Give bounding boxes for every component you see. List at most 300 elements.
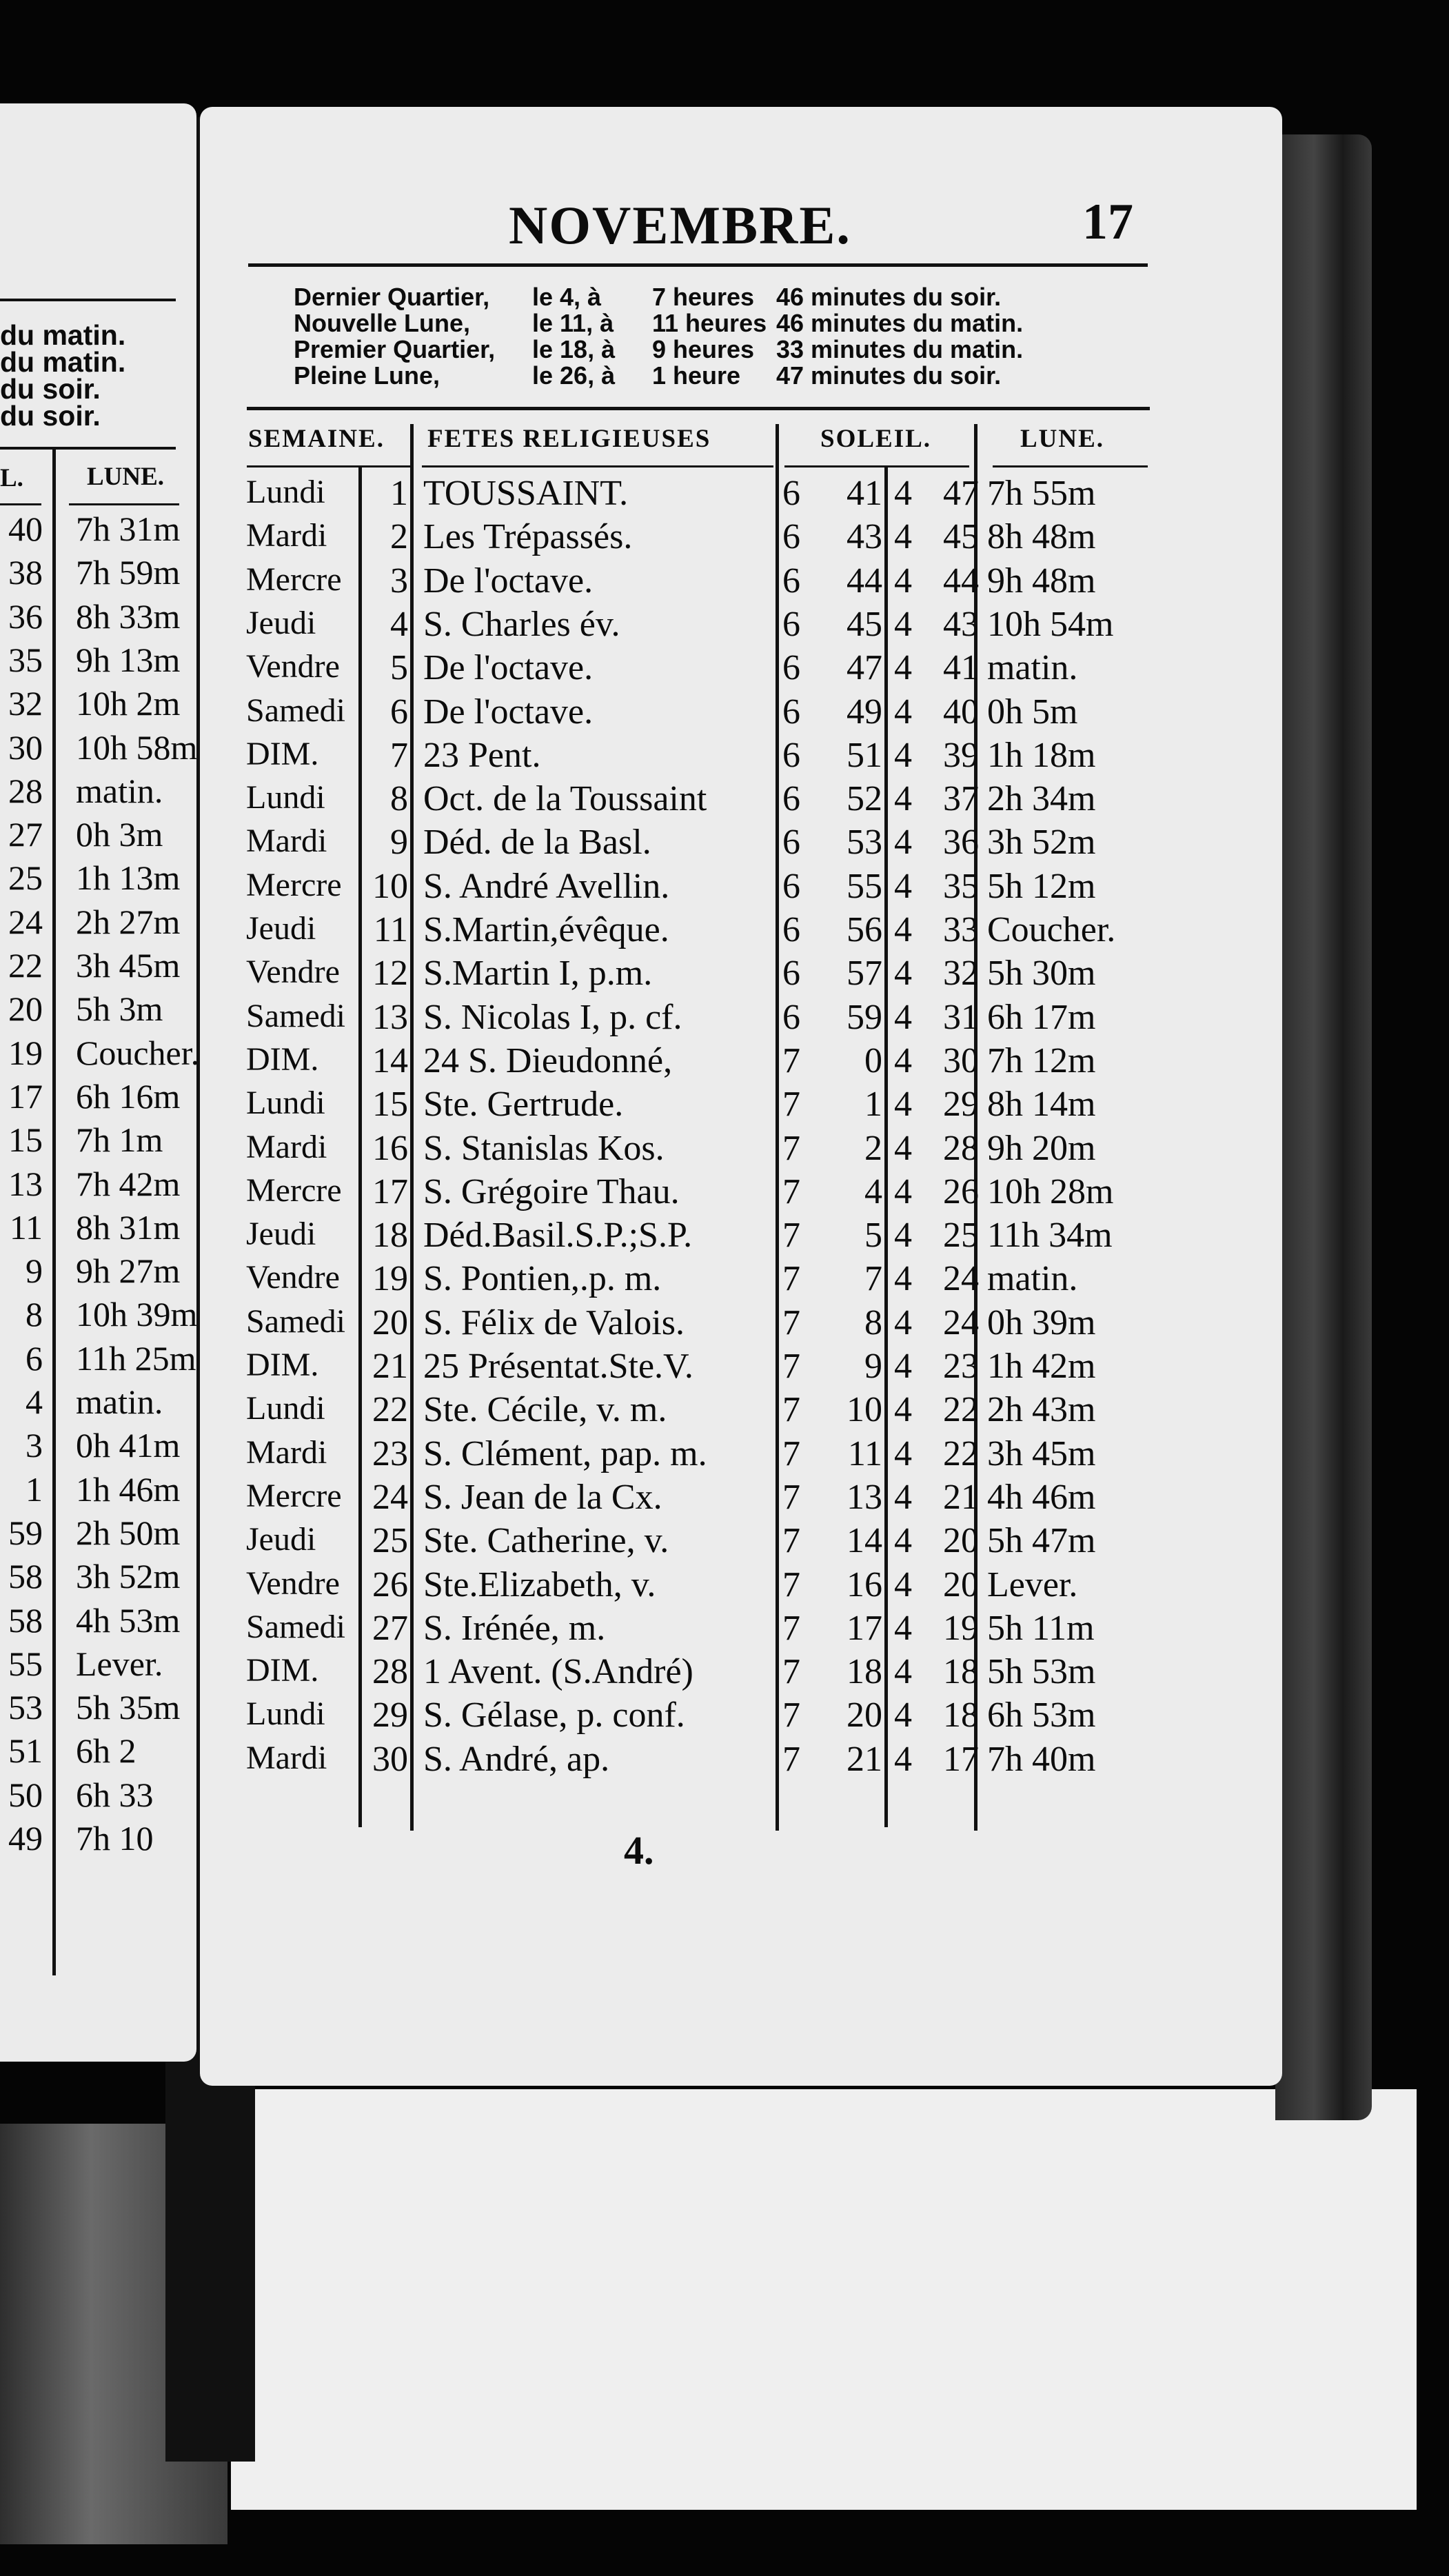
sunrise-hour: 7 xyxy=(782,1172,800,1211)
feast-name: De l'octave. xyxy=(423,561,594,601)
left-minute: 51 xyxy=(8,1731,43,1770)
table-row xyxy=(0,909,1172,953)
sunrise-hour: 7 xyxy=(782,1216,800,1255)
left-moon-time: 8h 31m xyxy=(76,1208,181,1247)
table-row xyxy=(0,516,1172,560)
sunset-minute: 19 xyxy=(943,1609,979,1648)
feast-name: S. Stanislas Kos. xyxy=(423,1129,665,1168)
left-moon-time: 6h 16m xyxy=(76,1077,181,1116)
moon-phase-name: Nouvelle Lune, xyxy=(294,309,471,337)
sunrise-hour: 7 xyxy=(782,1521,800,1560)
weekday: DIM. xyxy=(246,1347,319,1383)
sunset-hour: 4 xyxy=(894,605,912,644)
sunrise-hour: 7 xyxy=(782,1303,800,1342)
weekday: Mercre xyxy=(246,561,342,598)
sunrise-minute: 7 xyxy=(864,1259,882,1298)
table-row xyxy=(0,1128,1172,1171)
moon-time: 1h 42m xyxy=(987,1347,1096,1386)
moon-time: 5h 30m xyxy=(987,954,1096,993)
left-moon-time: 9h 27m xyxy=(76,1251,181,1290)
sunset-minute: 18 xyxy=(943,1652,979,1691)
sunrise-hour: 7 xyxy=(782,1390,800,1429)
table-row xyxy=(0,604,1172,647)
date-number: 19 xyxy=(372,1259,408,1298)
feast-name: S. Charles év. xyxy=(423,605,620,644)
sunrise-minute: 45 xyxy=(847,605,882,644)
feast-name: De l'octave. xyxy=(423,648,594,687)
date-number: 4 xyxy=(390,605,408,644)
date-number: 23 xyxy=(372,1434,408,1473)
weekday: Lundi xyxy=(246,474,325,510)
sunset-hour: 4 xyxy=(894,1652,912,1691)
moon-phase-name: Pleine Lune, xyxy=(294,361,440,390)
sunset-minute: 22 xyxy=(943,1390,979,1429)
weekday: Lundi xyxy=(246,1695,325,1732)
feast-name: Ste. Gertrude. xyxy=(423,1085,624,1124)
left-minute: 58 xyxy=(8,1601,43,1640)
moon-phase-date: le 18, à xyxy=(532,335,616,363)
feast-name: Oct. de la Toussaint xyxy=(423,779,707,818)
date-number: 27 xyxy=(372,1609,408,1648)
weekday: Jeudi xyxy=(246,910,316,947)
left-minute: 40 xyxy=(8,510,43,548)
moon-time: 4h 46m xyxy=(987,1478,1096,1517)
left-moon-time: 4h 53m xyxy=(76,1601,181,1640)
moon-time: Lever. xyxy=(987,1565,1078,1604)
date-number: 13 xyxy=(372,998,408,1037)
left-moon-time: 7h 10 xyxy=(76,1819,154,1858)
left-moon-time: 7h 1m xyxy=(76,1120,163,1159)
left-minute: 27 xyxy=(8,815,43,854)
moon-phase-time: 9 heures xyxy=(652,335,755,363)
left-minute: 15 xyxy=(8,1120,43,1159)
table-row xyxy=(0,997,1172,1040)
left-minute: 36 xyxy=(8,597,43,636)
sunset-hour: 4 xyxy=(894,517,912,556)
feast-name: S. Félix de Valois. xyxy=(423,1303,685,1342)
header-rule-lune xyxy=(993,465,1148,467)
sunset-hour: 4 xyxy=(894,1434,912,1473)
date-number: 16 xyxy=(372,1129,408,1168)
moon-time: 8h 14m xyxy=(987,1085,1096,1124)
weekday: DIM. xyxy=(246,1652,319,1689)
sunrise-hour: 6 xyxy=(782,954,800,993)
table-row xyxy=(0,1739,1172,1782)
sunset-minute: 47 xyxy=(943,474,979,513)
sunset-minute: 23 xyxy=(943,1347,979,1386)
table-row xyxy=(0,1477,1172,1520)
weekday: Samedi xyxy=(246,998,345,1034)
moon-phase-rest: 47 minutes du soir. xyxy=(776,361,1002,390)
header-rule-soleil xyxy=(784,465,969,467)
table-row xyxy=(0,1608,1172,1651)
feast-name: S. Gélase, p. conf. xyxy=(423,1695,685,1735)
left-col-lune: LUNE. xyxy=(87,463,165,491)
moon-time: 3h 52m xyxy=(987,823,1096,862)
weekday: Lundi xyxy=(246,1085,325,1121)
sunset-hour: 4 xyxy=(894,648,912,687)
left-minute: 53 xyxy=(8,1688,43,1727)
col-semaine: SEMAINE. xyxy=(248,425,385,453)
sunset-minute: 32 xyxy=(943,954,979,993)
date-number: 21 xyxy=(372,1347,408,1386)
sunset-hour: 4 xyxy=(894,1347,912,1386)
left-moon-time: 8h 33m xyxy=(76,597,181,636)
moon-time: 7h 55m xyxy=(987,474,1096,513)
table-row xyxy=(0,1040,1172,1084)
date-number: 6 xyxy=(390,692,408,732)
left-minute: 38 xyxy=(8,553,43,592)
feast-name: De l'octave. xyxy=(423,692,594,732)
weekday: Mercre xyxy=(246,867,342,903)
sunrise-hour: 6 xyxy=(782,736,800,775)
sunset-hour: 4 xyxy=(894,1521,912,1560)
sunset-hour: 4 xyxy=(894,1216,912,1255)
moon-phase-time: 11 heures xyxy=(652,309,767,337)
left-minute: 35 xyxy=(8,641,43,679)
sunset-minute: 36 xyxy=(943,823,979,862)
table-row xyxy=(0,822,1172,865)
left-moon-time: 9h 13m xyxy=(76,641,181,679)
moon-phase-date: le 26, à xyxy=(532,361,616,390)
col-lune: LUNE. xyxy=(1020,425,1105,453)
moon-time: 7h 12m xyxy=(987,1041,1096,1080)
left-moon-time: 11h 25m xyxy=(76,1339,196,1378)
date-number: 8 xyxy=(390,779,408,818)
sunrise-hour: 6 xyxy=(782,692,800,732)
feast-name: S. Jean de la Cx. xyxy=(423,1478,662,1517)
sunset-minute: 44 xyxy=(943,561,979,601)
moon-time: 10h 28m xyxy=(987,1172,1114,1211)
sunrise-hour: 6 xyxy=(782,474,800,513)
moon-time: 5h 12m xyxy=(987,867,1096,906)
left-minute: 8 xyxy=(26,1295,43,1334)
sunset-hour: 4 xyxy=(894,1565,912,1604)
sunrise-hour: 6 xyxy=(782,823,800,862)
lower-blank-sheet xyxy=(231,2089,1417,2510)
sunset-minute: 30 xyxy=(943,1041,979,1080)
left-moon-line: du soir. xyxy=(0,400,101,432)
sunset-minute: 35 xyxy=(943,867,979,906)
sunrise-minute: 51 xyxy=(847,736,882,775)
sunrise-minute: 53 xyxy=(847,823,882,862)
date-number: 22 xyxy=(372,1390,408,1429)
left-rule-top xyxy=(0,299,176,301)
feast-name: S. Pontien,.p. m. xyxy=(423,1259,662,1298)
feast-name: Les Trépassés. xyxy=(423,517,633,556)
sunset-hour: 4 xyxy=(894,867,912,906)
left-moon-time: 1h 46m xyxy=(76,1470,181,1509)
header-rule-top xyxy=(247,407,1150,410)
sunset-minute: 43 xyxy=(943,605,979,644)
sunrise-minute: 11 xyxy=(847,1434,882,1473)
date-number: 9 xyxy=(390,823,408,862)
moon-phase-time: 7 heures xyxy=(652,283,755,311)
left-minute: 6 xyxy=(26,1339,43,1378)
sunrise-minute: 55 xyxy=(847,867,882,906)
sunset-hour: 4 xyxy=(894,1129,912,1168)
feast-name: 1 Avent. (S.André) xyxy=(423,1652,693,1691)
sunset-hour: 4 xyxy=(894,474,912,513)
table-row xyxy=(0,778,1172,822)
sunset-minute: 20 xyxy=(943,1521,979,1560)
sunset-hour: 4 xyxy=(894,1695,912,1735)
left-moon-time: 7h 42m xyxy=(76,1165,181,1203)
left-moon-time: 10h 2m xyxy=(76,684,181,723)
weekday: Vendre xyxy=(246,1565,340,1602)
sunrise-hour: 7 xyxy=(782,1434,800,1473)
weekday: Samedi xyxy=(246,1609,345,1645)
table-row xyxy=(0,1258,1172,1302)
moon-time: 0h 39m xyxy=(987,1303,1096,1342)
feast-name: Ste. Cécile, v. m. xyxy=(423,1390,667,1429)
header-rule-semaine xyxy=(247,465,412,467)
moon-phase-name: Premier Quartier, xyxy=(294,335,496,363)
sunset-minute: 45 xyxy=(943,517,979,556)
date-number: 1 xyxy=(390,474,408,513)
sunrise-minute: 1 xyxy=(864,1085,882,1124)
weekday: DIM. xyxy=(246,736,319,772)
left-minute: 13 xyxy=(8,1165,43,1203)
left-minute: 20 xyxy=(8,989,43,1028)
moon-phase-rest: 33 minutes du matin. xyxy=(776,335,1024,363)
sunrise-minute: 4 xyxy=(864,1172,882,1211)
sunrise-minute: 41 xyxy=(847,474,882,513)
moon-time: 5h 47m xyxy=(987,1521,1096,1560)
moon-phase-rest: 46 minutes du soir. xyxy=(776,283,1002,311)
moon-time: 8h 48m xyxy=(987,517,1096,556)
moon-time: 9h 48m xyxy=(987,561,1096,601)
table-row xyxy=(0,953,1172,996)
sunset-minute: 25 xyxy=(943,1216,979,1255)
left-minute: 22 xyxy=(8,946,43,985)
sunrise-minute: 52 xyxy=(847,779,882,818)
weekday: Mardi xyxy=(246,1740,327,1776)
table-row xyxy=(0,473,1172,516)
date-number: 12 xyxy=(372,954,408,993)
sunset-hour: 4 xyxy=(894,1041,912,1080)
left-moon-time: 2h 27m xyxy=(76,903,181,941)
sunrise-minute: 16 xyxy=(847,1565,882,1604)
weekday: Samedi xyxy=(246,692,345,729)
weekday: Vendre xyxy=(246,1259,340,1296)
moon-time: 6h 53m xyxy=(987,1695,1096,1735)
sunrise-minute: 56 xyxy=(847,910,882,949)
sunset-hour: 4 xyxy=(894,1303,912,1342)
sunset-hour: 4 xyxy=(894,823,912,862)
date-number: 20 xyxy=(372,1303,408,1342)
sunrise-hour: 6 xyxy=(782,605,800,644)
left-minute: 25 xyxy=(8,858,43,897)
table-row xyxy=(0,1084,1172,1127)
sunrise-hour: 7 xyxy=(782,1740,800,1779)
left-moon-time: 0h 3m xyxy=(76,815,163,854)
left-moon-time: 5h 3m xyxy=(76,989,163,1028)
left-minute: 19 xyxy=(8,1034,43,1072)
sunset-minute: 33 xyxy=(943,910,979,949)
moon-phase-date: le 11, à xyxy=(532,309,614,337)
table-row xyxy=(0,1302,1172,1346)
left-minute: 50 xyxy=(8,1775,43,1814)
left-moon-time: 1h 13m xyxy=(76,858,181,897)
feast-name: S. André, ap. xyxy=(423,1740,610,1779)
sunset-minute: 40 xyxy=(943,692,979,732)
left-moon-time: 3h 45m xyxy=(76,946,181,985)
date-number: 28 xyxy=(372,1652,408,1691)
feast-name: 25 Présentat.Ste.V. xyxy=(423,1347,693,1386)
sunrise-minute: 2 xyxy=(864,1129,882,1168)
sunset-hour: 4 xyxy=(894,954,912,993)
sunrise-hour: 6 xyxy=(782,561,800,601)
table-row xyxy=(0,692,1172,735)
left-rule-mid xyxy=(0,447,176,450)
sunset-hour: 4 xyxy=(894,998,912,1037)
sunset-minute: 18 xyxy=(943,1695,979,1735)
sunrise-minute: 59 xyxy=(847,998,882,1037)
left-moon-time: Coucher. xyxy=(76,1034,200,1072)
sunset-hour: 4 xyxy=(894,1390,912,1429)
weekday: Lundi xyxy=(246,1390,325,1427)
moon-time: matin. xyxy=(987,648,1078,687)
sunrise-minute: 10 xyxy=(847,1390,882,1429)
weekday: Mardi xyxy=(246,1129,327,1165)
table-row xyxy=(0,647,1172,691)
feast-name: Déd.Basil.S.P.;S.P. xyxy=(423,1216,693,1255)
sunset-minute: 41 xyxy=(943,648,979,687)
col-soleil: SOLEIL. xyxy=(820,425,932,453)
table-row xyxy=(0,561,1172,604)
table-row xyxy=(0,1215,1172,1258)
page-edge xyxy=(1275,134,1372,2120)
left-moon-line: du matin. xyxy=(0,346,126,378)
feast-name: S. André Avellin. xyxy=(423,867,670,906)
sunset-hour: 4 xyxy=(894,1609,912,1648)
left-moon-time: 7h 31m xyxy=(76,510,181,548)
sunrise-hour: 7 xyxy=(782,1565,800,1604)
weekday: Vendre xyxy=(246,648,340,685)
sunrise-hour: 7 xyxy=(782,1695,800,1735)
left-minute: 24 xyxy=(8,903,43,941)
left-minute: 1 xyxy=(26,1470,43,1509)
sunrise-minute: 14 xyxy=(847,1521,882,1560)
left-minute: 58 xyxy=(8,1557,43,1596)
sunrise-minute: 9 xyxy=(864,1347,882,1386)
sunset-hour: 4 xyxy=(894,779,912,818)
moon-time: 2h 43m xyxy=(987,1390,1096,1429)
weekday: Mardi xyxy=(246,1434,327,1471)
sunrise-hour: 6 xyxy=(782,867,800,906)
moon-time: 2h 34m xyxy=(987,779,1096,818)
sunrise-minute: 8 xyxy=(864,1303,882,1342)
moon-time: 9h 20m xyxy=(987,1129,1096,1168)
sunrise-minute: 57 xyxy=(847,954,882,993)
weekday: Jeudi xyxy=(246,1216,316,1252)
sunset-hour: 4 xyxy=(894,1740,912,1779)
left-minute: 32 xyxy=(8,684,43,723)
feast-name: S.Martin,évêque. xyxy=(423,910,669,949)
sunset-hour: 4 xyxy=(894,561,912,601)
moon-time: 11h 34m xyxy=(987,1216,1113,1255)
moon-time: matin. xyxy=(987,1259,1078,1298)
left-moon-time: 7h 59m xyxy=(76,553,181,592)
sunset-minute: 21 xyxy=(943,1478,979,1517)
sunrise-minute: 5 xyxy=(864,1216,882,1255)
date-number: 3 xyxy=(390,561,408,601)
sunrise-hour: 7 xyxy=(782,1609,800,1648)
sunset-hour: 4 xyxy=(894,692,912,732)
sunrise-hour: 7 xyxy=(782,1041,800,1080)
table-row xyxy=(0,1433,1172,1477)
date-number: 10 xyxy=(372,867,408,906)
date-number: 11 xyxy=(373,910,408,949)
table-row xyxy=(0,735,1172,778)
left-minute: 55 xyxy=(8,1644,43,1683)
feast-name: S. Grégoire Thau. xyxy=(423,1172,680,1211)
table-row xyxy=(0,1346,1172,1389)
sunrise-hour: 6 xyxy=(782,517,800,556)
sunset-hour: 4 xyxy=(894,910,912,949)
moon-time: 10h 54m xyxy=(987,605,1114,644)
sunrise-hour: 7 xyxy=(782,1478,800,1517)
left-moon-time: 10h 58m xyxy=(76,728,198,767)
moon-phase-name: Dernier Quartier, xyxy=(294,283,490,311)
sunset-hour: 4 xyxy=(894,736,912,775)
feast-name: S. Clément, pap. m. xyxy=(423,1434,707,1473)
sunrise-minute: 43 xyxy=(847,517,882,556)
sunrise-minute: 44 xyxy=(847,561,882,601)
left-minute: 17 xyxy=(8,1077,43,1116)
sunset-minute: 20 xyxy=(943,1565,979,1604)
sunrise-minute: 21 xyxy=(847,1740,882,1779)
feast-name: Ste.Elizabeth, v. xyxy=(423,1565,656,1604)
weekday: Jeudi xyxy=(246,1521,316,1558)
date-number: 7 xyxy=(390,736,408,775)
title-rule xyxy=(248,263,1148,267)
col-fetes: FETES RELIGIEUSES xyxy=(427,425,711,453)
sunrise-hour: 7 xyxy=(782,1652,800,1691)
sunrise-hour: 7 xyxy=(782,1085,800,1124)
moon-time: Coucher. xyxy=(987,910,1116,949)
date-number: 25 xyxy=(372,1521,408,1560)
moon-time: 7h 40m xyxy=(987,1740,1096,1779)
moon-phase-rest: 46 minutes du matin. xyxy=(776,309,1024,337)
sunrise-minute: 49 xyxy=(847,692,882,732)
table-row xyxy=(0,1564,1172,1608)
feast-name: TOUSSAINT. xyxy=(423,474,629,513)
left-col-l: L. xyxy=(0,464,23,492)
sunset-hour: 4 xyxy=(894,1172,912,1211)
moon-time: 5h 11m xyxy=(987,1609,1095,1648)
date-number: 24 xyxy=(372,1478,408,1517)
weekday: Mercre xyxy=(246,1172,342,1209)
feast-name: S. Nicolas I, p. cf. xyxy=(423,998,682,1037)
sunset-hour: 4 xyxy=(894,1085,912,1124)
sunrise-hour: 6 xyxy=(782,648,800,687)
weekday: Mercre xyxy=(246,1478,342,1514)
sunrise-hour: 6 xyxy=(782,998,800,1037)
date-number: 14 xyxy=(372,1041,408,1080)
left-minute: 59 xyxy=(8,1513,43,1552)
left-minute: 28 xyxy=(8,772,43,810)
weekday: Samedi xyxy=(246,1303,345,1340)
table-row xyxy=(0,1651,1172,1695)
date-number: 18 xyxy=(372,1216,408,1255)
sunset-minute: 37 xyxy=(943,779,979,818)
sunset-minute: 26 xyxy=(943,1172,979,1211)
sunset-minute: 22 xyxy=(943,1434,979,1473)
page-title: NOVEMBRE. xyxy=(509,195,851,255)
moon-phase-date: le 4, à xyxy=(532,283,602,311)
